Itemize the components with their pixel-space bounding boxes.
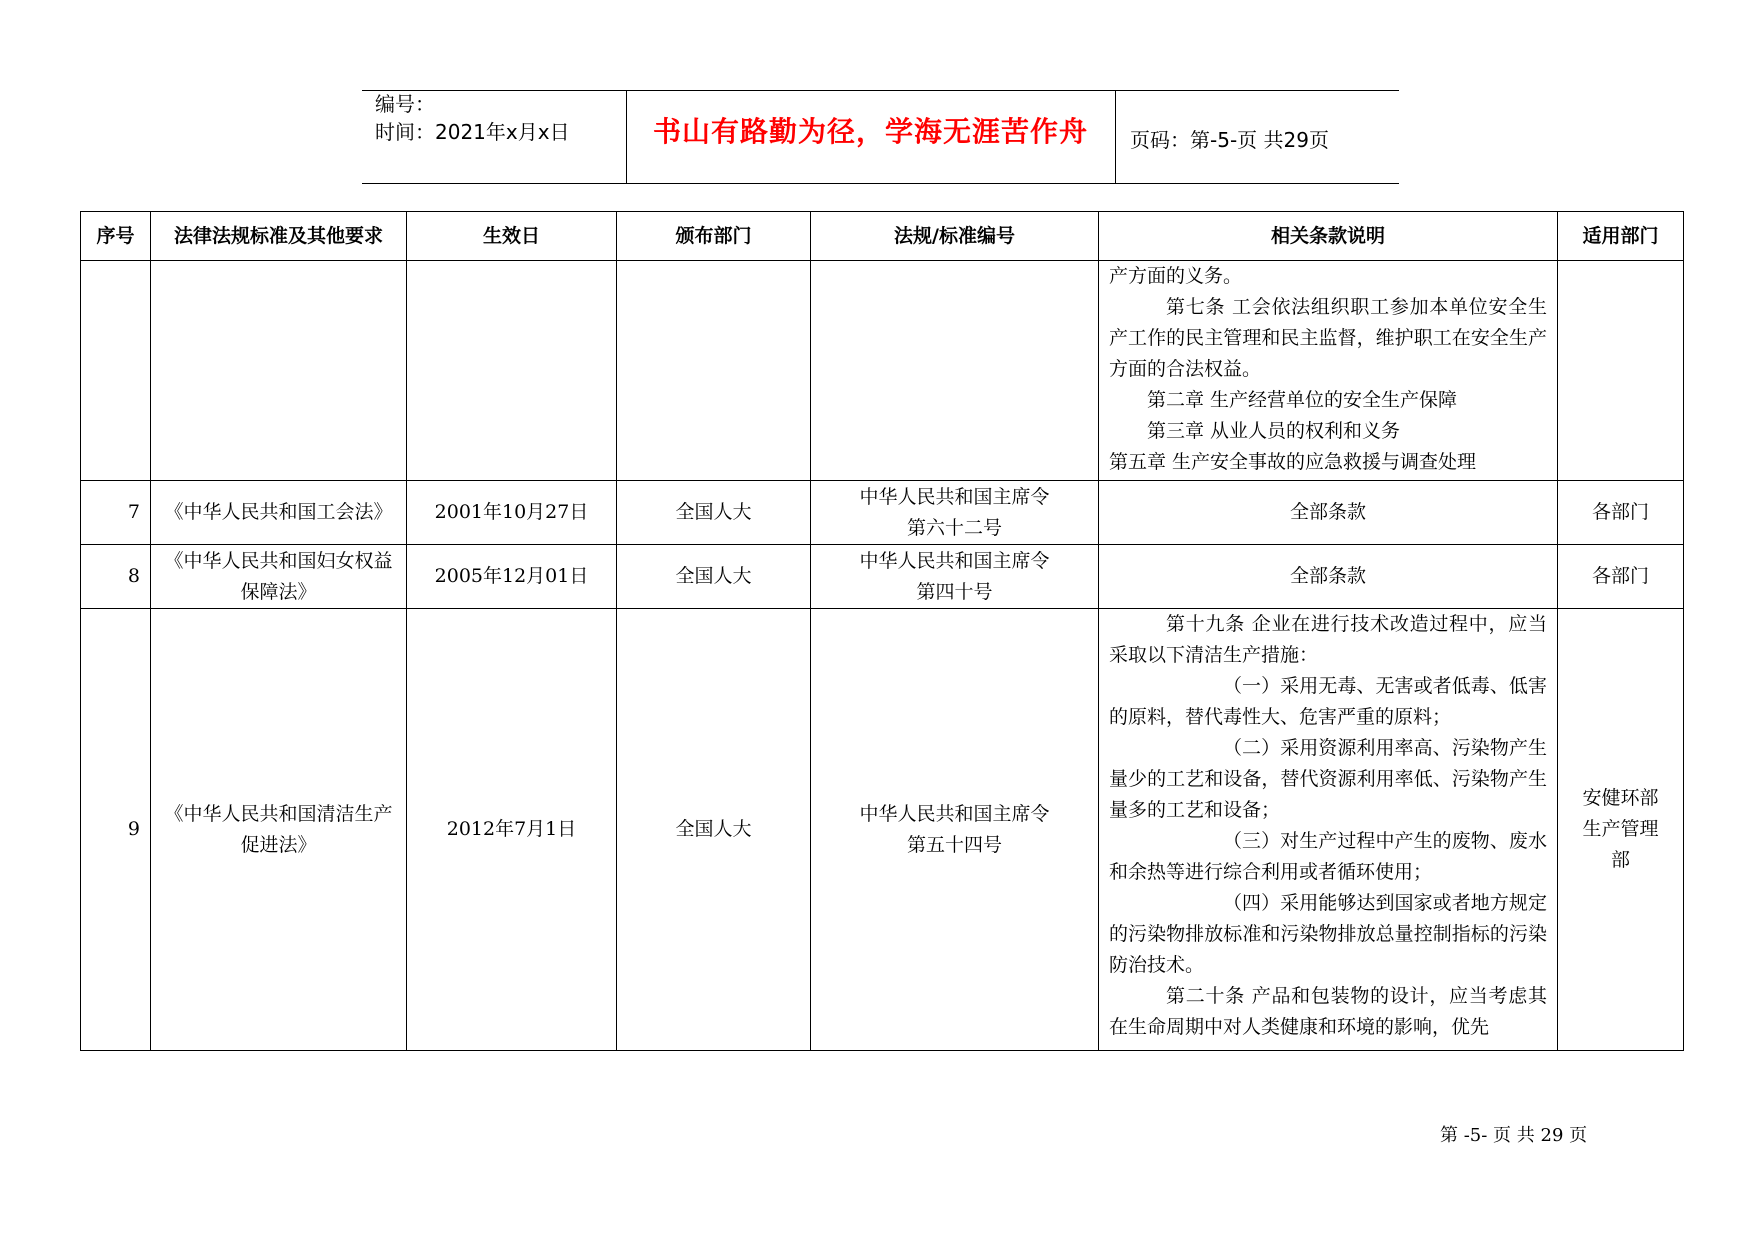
regulation-code-line: 第四十号	[916, 580, 993, 603]
column-header-issuer: 颁布部门	[617, 212, 811, 261]
table-cell	[407, 261, 617, 481]
applicable-department: 各部门	[1558, 545, 1684, 609]
column-header-department: 适用部门	[1558, 212, 1684, 261]
clause-paragraph: 第三章 从业人员的权利和义务	[1147, 420, 1401, 442]
issuer: 全国人大	[617, 481, 811, 545]
issuer: 全国人大	[617, 609, 811, 1051]
row-number: 9	[81, 609, 151, 1051]
row-number: 7	[81, 481, 151, 545]
clause-paragraph: （三）对生产过程中产生的废物、废水和余热等进行综合利用或者循环使用；	[1109, 830, 1547, 883]
regulation-code-line: 第五十四号	[906, 833, 1002, 856]
table-row	[81, 481, 1684, 545]
row-number: 8	[81, 545, 151, 609]
applicable-department: 各部门	[1558, 481, 1684, 545]
law-name: 《中华人民共和国清洁生产促进法》	[151, 609, 407, 1051]
header-divider-right	[1115, 90, 1116, 183]
column-header-effective-date: 生效日	[407, 212, 617, 261]
regulation-code-line: 中华人民共和国主席令	[859, 802, 1050, 825]
regulations-table	[80, 211, 1684, 1051]
clause-summary: 全部条款	[1099, 545, 1558, 609]
regulation-code	[811, 609, 1099, 1051]
table-row	[81, 609, 1684, 1051]
clause-paragraph: （二）采用资源利用率高、污染物产生量少的工艺和设备，替代资源利用率低、污染物产生量多的工艺和设备；	[1109, 737, 1547, 821]
document-number-label: 编号：	[375, 92, 435, 116]
applicable-department: 安健环部生产管理部	[1558, 609, 1684, 1051]
column-header-no: 序号	[81, 212, 151, 261]
clause-paragraph: 第二十条 产品和包装物的设计，应当考虑其在生命周期中对人类健康和环境的影响，优先	[1109, 985, 1547, 1038]
regulation-code	[811, 481, 1099, 545]
header-bottom-rule	[362, 183, 1399, 184]
clause-paragraph: 第五章 生产安全事故的应急救援与调查处理	[1109, 451, 1477, 473]
clause-paragraph: 第七条 工会依法组织职工参加本单位安全生产工作的民主管理和民主监督，维护职工在安全生产方面的合法权益。	[1109, 296, 1547, 380]
column-header-name: 法律法规标准及其他要求	[151, 212, 407, 261]
clause-paragraph: 产方面的义务。	[1109, 265, 1243, 287]
clause-summary: 全部条款	[1099, 481, 1558, 545]
header-page-number: 页码：第-5-页 共29页	[1130, 128, 1329, 152]
effective-date: 2001年10月27日	[407, 481, 617, 545]
table-header-row	[81, 212, 1684, 261]
header-meta	[375, 90, 625, 146]
column-header-clauses: 相关条款说明	[1099, 212, 1558, 261]
column-header-code: 法规/标准编号	[811, 212, 1099, 261]
footer-page-number: 第 -5- 页 共 29 页	[1440, 1125, 1588, 1146]
clause-paragraph: （四）采用能够达到国家或者地方规定的污染物排放标准和污染物排放总量控制指标的污染防治技术。	[1109, 892, 1547, 976]
regulation-code-line: 第六十二号	[906, 516, 1002, 539]
header-motto: 书山有路勤为径，学海无涯苦作舟	[652, 115, 1088, 148]
table-cell	[811, 261, 1099, 481]
regulation-code-line: 中华人民共和国主席令	[859, 549, 1050, 572]
table-row-continuation	[81, 261, 1684, 481]
clause-cell	[1099, 261, 1558, 481]
effective-date: 2012年7月1日	[407, 609, 617, 1051]
issuer: 全国人大	[617, 545, 811, 609]
clause-paragraph: （一）采用无毒、无害或者低毒、低害的原料，替代毒性大、危害严重的原料；	[1109, 675, 1547, 728]
clause-paragraph: 第十九条 企业在进行技术改造过程中，应当采取以下清洁生产措施：	[1109, 613, 1547, 666]
law-name: 《中华人民共和国妇女权益保障法》	[151, 545, 407, 609]
clause-cell	[1099, 609, 1558, 1051]
regulation-code-line: 中华人民共和国主席令	[859, 485, 1050, 508]
table-cell	[151, 261, 407, 481]
clause-paragraph: 第二章 生产经营单位的安全生产保障	[1147, 389, 1458, 411]
document-date-label: 时间：2021年x月x日	[375, 120, 570, 144]
table-row	[81, 545, 1684, 609]
table-cell	[617, 261, 811, 481]
regulation-code	[811, 545, 1099, 609]
effective-date: 2005年12月01日	[407, 545, 617, 609]
law-name: 《中华人民共和国工会法》	[151, 481, 407, 545]
table-cell	[81, 261, 151, 481]
table-cell	[1558, 261, 1684, 481]
